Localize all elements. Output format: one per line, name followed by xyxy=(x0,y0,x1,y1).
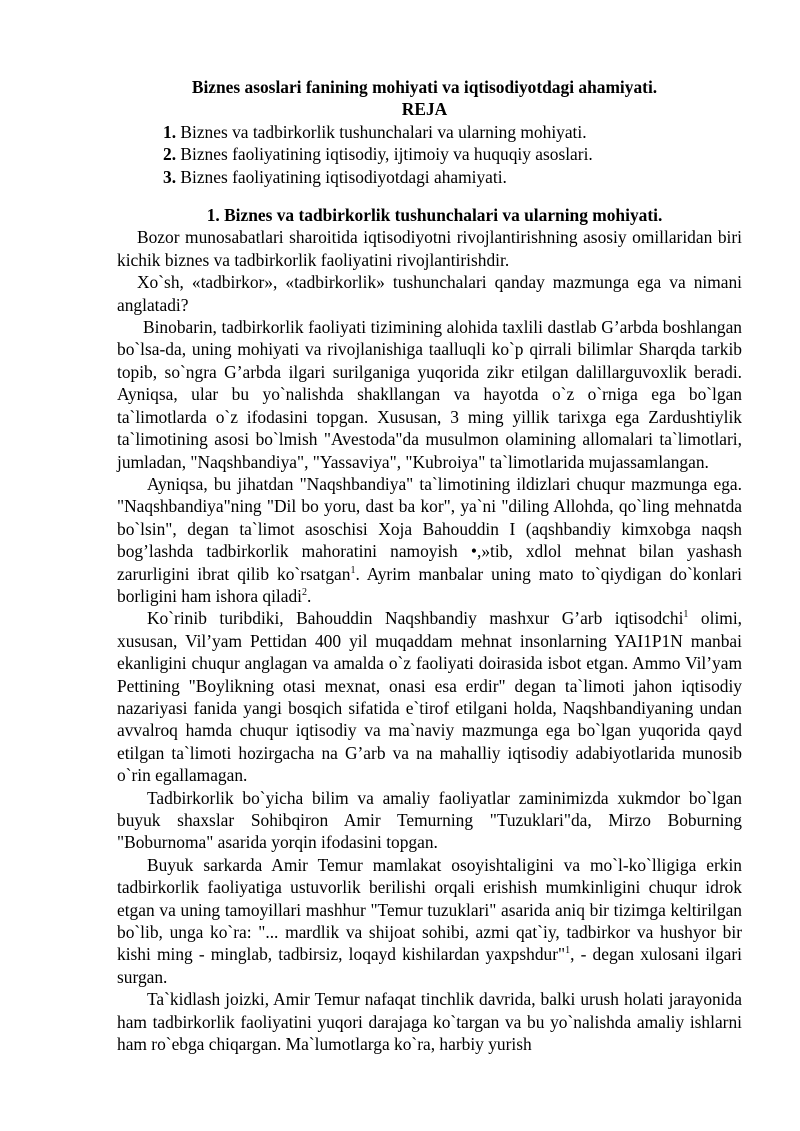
plan-list xyxy=(117,121,742,188)
plan-item-text: Biznes va tadbirkorlik tushunchalari va ularning mohiyati. xyxy=(180,121,587,142)
paragraph: Bozor munosabatlari sharoitida iqtisodiyotni rivojlantirishning asosiy omillaridan biri kichik biznes va tadbirkorlik faoliyatini rivojlantirishdir. xyxy=(117,227,742,270)
plan-item-text: Biznes faoliyatining iqtisodiyotdagi ahamiyati. xyxy=(180,166,507,187)
plan-item xyxy=(163,121,742,143)
paragraph-text: . xyxy=(307,585,312,606)
paragraph: Xo`sh, «tadbirkor», «tadbirkorlik» tushunchalari qanday mazmunga ega va nimani anglatadi? xyxy=(117,272,742,315)
paragraph: Binobarin, tadbirkorlik faoliyati tizimining alohida taxlili dastlab G’arbda boshlangan bo`lsa-da, uning mohiyati va rivojlanishiga taalluqli ko`p qirrali bilimlar Sharqda tarkib topib, so`ngra G’arbda ilgari surilganiga yuqorida zikr etilgan dalillarguvoxlik beradi. Ayniqsa, ular bu yo`nalishda shakllangan va hayotda o`z o`rniga ega bo`lgan ta`limotlarda o`z ifodasini topgan. Xususan, 3 ming yillik tarixga ega Zardushtiylik ta`limotining asosi bo`lmish "Avestoda"da musulmon olamining allomalari ta`limotlari, jumladan, "Naqshbandiya", "Yassaviya", "Kubroiya" ta`limotlarida mujassamlangan. xyxy=(117,317,742,472)
plan-item-number: 3. xyxy=(163,166,177,187)
paragraph-text: , - degan xulosani ilgari surgan. xyxy=(117,944,743,987)
section-heading: 1. Biznes va tadbirkorlik tushunchalari va ularning mohiyati. xyxy=(206,205,663,226)
footnote-marker: 1 xyxy=(565,945,571,957)
paragraph-text: . Ayrim manbalar uning mato to`qiydigan do`konlari borligini ham ishora qiladi xyxy=(117,563,743,606)
document-title: Biznes asoslari fanining mohiyati va iqtisodiyotdagi ahamiyati. xyxy=(191,77,658,97)
plan-item-number: 2. xyxy=(163,144,177,165)
paragraph: Ta`kidlash joizki, Amir Temur nafaqat tinchlik davrida, balki urush holati jarayonida ham tadbirkorlik faoliyatini yuqori darajaga ko`targan va bu yo`nalishda amaliy ishlarni ham ro`ebga chiqargan. Ma`lumotlarga ko`ra, harbiy yurish xyxy=(117,989,742,1055)
plan-item-number: 1. xyxy=(163,121,177,142)
paragraph-text: Buyuk sarkarda Amir Temur mamlakat osoyishtaligini va mo`l-ko`lligiga erkin tadbirkorlik faoliyatiga ustuvorlik berilishi orqali erishish mumkinligini chuqur idrok etgan va uning tamoyillari mashhur "Temur tuzuklari" asarida aniq bir tizimga keltirilgan bo`lib, unga ko`ra: "... mardlik va shijoat sohibi, azmi qat`iy, tadbirkor va hushyor bir kishi ming - minglab, tadbirsiz, loqayd kishilardan yaxpshdur" xyxy=(117,854,742,965)
paragraph xyxy=(117,854,742,988)
plan-heading: REJA xyxy=(401,99,448,120)
footnote-marker: 2 xyxy=(302,587,307,599)
footnote-marker: 1 xyxy=(683,609,689,621)
plan-item xyxy=(163,143,742,165)
plan-item-text: Biznes faoliyatining iqtisodiy, ijtimoiy va huquqiy asoslari. xyxy=(180,144,593,165)
paragraph: Tadbirkorlik bo`yicha bilim va amaliy faoliyatlar zaminimizda xukmdor bo`lgan buyuk shaxslar Sohibqiron Amir Temurning "Tuzuklari"da, Mirzo Boburning "Boburnoma" asarida yorqin ifodasini topgan. xyxy=(117,787,742,853)
plan-item xyxy=(163,166,742,188)
footnote-marker: 1 xyxy=(350,564,356,576)
paragraph-text: Ayniqsa, bu jihatdan "Naqshbandiya" ta`limotining ildizlari chuqur mazmunga ega. "Naqshbandiya"ning "Dil bo yoru, dast ba kor", ya`ni "diling Allohda, qo`ling mehnatda bo`lsin", degan ta`limot asoschisi Xoja Bahouddin I (aqshbandiy kimxobga naqsh bog’lashda tadbirkorlik mahoratini namoyish •,»tib, xdlol mehnat bilan yashash zarurligini ibrat qilib ko`rsatgan xyxy=(117,473,742,584)
paragraph xyxy=(117,607,742,786)
paragraph-text: Ko`rinib turibdiki, Bahouddin Naqshbandiy mashxur G’arb iqtisodchi xyxy=(147,608,684,629)
paragraph xyxy=(117,473,742,607)
paragraph-text: olimi, xususan, Vil’yam Pettidan 400 yil muqaddam mehnat insonlarning YAI1P1N manbai ekanligini chuqur anglagan va amalda o`z faoliyati doirasida isbot etgan. Ammo Vil’yam Pettining "Boylikning otasi mexnat, onasi esa erdir" degan ta`limoti jahon iqtisodiy nazariyasi fanida yangi bosqich sifatida e`tirof etilgani holda, Naqshbandiyaning undan avvalroq hamda chuqur iqtisodiy va ma`naviy mazmunga ega bo`lgan yuqorida qayd etilgan ta`limoti hozirgacha na G’arb va na mahalliy iqtisodiy adabiyotlarida munosib o`rin egallamagan. xyxy=(117,608,742,786)
